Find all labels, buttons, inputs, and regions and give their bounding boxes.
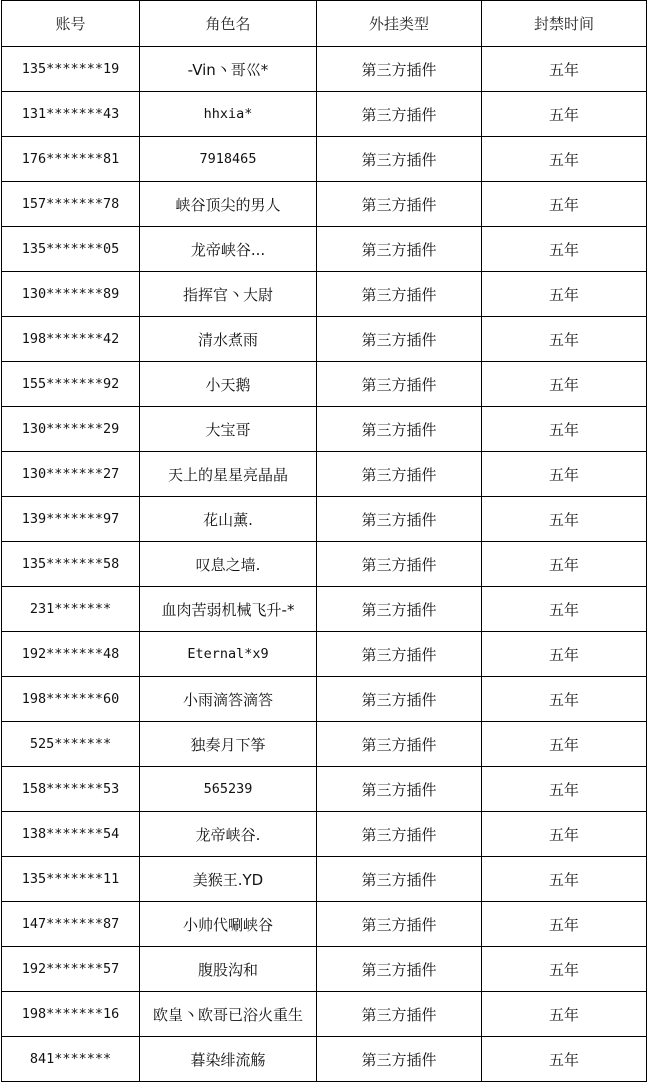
cheat-type-cell: 第三方插件 bbox=[317, 947, 482, 992]
role-name-cell: 暮染绯流觞 bbox=[140, 1037, 317, 1082]
ban-duration-cell: 五年 bbox=[482, 182, 647, 227]
account-cell: 176*******81 bbox=[2, 137, 140, 182]
table-row bbox=[2, 362, 647, 407]
table-row bbox=[2, 182, 647, 227]
cheat-type-cell: 第三方插件 bbox=[317, 317, 482, 362]
role-name-cell: 花山薰. bbox=[140, 497, 317, 542]
account-cell: 192*******57 bbox=[2, 947, 140, 992]
account-cell: 231******* bbox=[2, 587, 140, 632]
role-name-cell: -Vin丶哥巛* bbox=[140, 47, 317, 92]
ban-duration-cell: 五年 bbox=[482, 227, 647, 272]
cheat-type-cell: 第三方插件 bbox=[317, 497, 482, 542]
account-cell: 155*******92 bbox=[2, 362, 140, 407]
account-cell: 192*******48 bbox=[2, 632, 140, 677]
account-cell: 198*******42 bbox=[2, 317, 140, 362]
table-row bbox=[2, 317, 647, 362]
table-row bbox=[2, 902, 647, 947]
table-row bbox=[2, 137, 647, 182]
cheat-type-cell: 第三方插件 bbox=[317, 92, 482, 137]
account-cell: 130*******89 bbox=[2, 272, 140, 317]
ban-list-table bbox=[1, 0, 647, 1082]
account-cell: 139*******97 bbox=[2, 497, 140, 542]
role-name-cell: Eternal*x9 bbox=[140, 632, 317, 677]
header-cheat-type: 外挂类型 bbox=[317, 1, 482, 47]
ban-duration-cell: 五年 bbox=[482, 47, 647, 92]
cheat-type-cell: 第三方插件 bbox=[317, 857, 482, 902]
role-name-cell: 小天鹅 bbox=[140, 362, 317, 407]
table-body bbox=[2, 47, 647, 1082]
table-row bbox=[2, 227, 647, 272]
table-row bbox=[2, 767, 647, 812]
table-row bbox=[2, 542, 647, 587]
role-name-cell: 龙帝峡谷. bbox=[140, 812, 317, 857]
account-cell: 147*******87 bbox=[2, 902, 140, 947]
account-cell: 157*******78 bbox=[2, 182, 140, 227]
ban-duration-cell: 五年 bbox=[482, 452, 647, 497]
cheat-type-cell: 第三方插件 bbox=[317, 227, 482, 272]
role-name-cell: 腹股沟和 bbox=[140, 947, 317, 992]
table-row bbox=[2, 47, 647, 92]
role-name-cell: 7918465 bbox=[140, 137, 317, 182]
cheat-type-cell: 第三方插件 bbox=[317, 992, 482, 1037]
role-name-cell: 龙帝峡谷... bbox=[140, 227, 317, 272]
role-name-cell: 清水煮雨 bbox=[140, 317, 317, 362]
cheat-type-cell: 第三方插件 bbox=[317, 767, 482, 812]
table-row bbox=[2, 947, 647, 992]
ban-duration-cell: 五年 bbox=[482, 902, 647, 947]
cheat-type-cell: 第三方插件 bbox=[317, 722, 482, 767]
table-row bbox=[2, 812, 647, 857]
account-cell: 138*******54 bbox=[2, 812, 140, 857]
ban-duration-cell: 五年 bbox=[482, 92, 647, 137]
table-row bbox=[2, 272, 647, 317]
cheat-type-cell: 第三方插件 bbox=[317, 587, 482, 632]
ban-duration-cell: 五年 bbox=[482, 137, 647, 182]
cheat-type-cell: 第三方插件 bbox=[317, 677, 482, 722]
account-cell: 198*******60 bbox=[2, 677, 140, 722]
ban-duration-cell: 五年 bbox=[482, 947, 647, 992]
table-row bbox=[2, 497, 647, 542]
cheat-type-cell: 第三方插件 bbox=[317, 182, 482, 227]
cheat-type-cell: 第三方插件 bbox=[317, 812, 482, 857]
ban-duration-cell: 五年 bbox=[482, 362, 647, 407]
header-ban-duration: 封禁时间 bbox=[482, 1, 647, 47]
role-name-cell: 小雨滴答滴答 bbox=[140, 677, 317, 722]
account-cell: 525******* bbox=[2, 722, 140, 767]
ban-duration-cell: 五年 bbox=[482, 272, 647, 317]
ban-duration-cell: 五年 bbox=[482, 857, 647, 902]
role-name-cell: 天上的星星亮晶晶 bbox=[140, 452, 317, 497]
ban-duration-cell: 五年 bbox=[482, 767, 647, 812]
role-name-cell: 叹息之墙. bbox=[140, 542, 317, 587]
account-cell: 130*******29 bbox=[2, 407, 140, 452]
role-name-cell: 欧皇丶欧哥已浴火重生 bbox=[140, 992, 317, 1037]
header-row bbox=[2, 1, 647, 47]
account-cell: 130*******27 bbox=[2, 452, 140, 497]
ban-duration-cell: 五年 bbox=[482, 317, 647, 362]
ban-duration-cell: 五年 bbox=[482, 632, 647, 677]
account-cell: 198*******16 bbox=[2, 992, 140, 1037]
ban-duration-cell: 五年 bbox=[482, 1037, 647, 1082]
table-row bbox=[2, 92, 647, 137]
table-row bbox=[2, 632, 647, 677]
account-cell: 131*******43 bbox=[2, 92, 140, 137]
cheat-type-cell: 第三方插件 bbox=[317, 542, 482, 587]
account-cell: 135*******58 bbox=[2, 542, 140, 587]
role-name-cell: 美猴王.YD bbox=[140, 857, 317, 902]
role-name-cell: 血肉苦弱机械飞升-* bbox=[140, 587, 317, 632]
role-name-cell: 小帅代唰峡谷 bbox=[140, 902, 317, 947]
table-row bbox=[2, 587, 647, 632]
ban-duration-cell: 五年 bbox=[482, 992, 647, 1037]
role-name-cell: 指挥官丶大尉 bbox=[140, 272, 317, 317]
header-role-name: 角色名 bbox=[140, 1, 317, 47]
account-cell: 135*******19 bbox=[2, 47, 140, 92]
cheat-type-cell: 第三方插件 bbox=[317, 272, 482, 317]
ban-duration-cell: 五年 bbox=[482, 587, 647, 632]
table-header bbox=[2, 1, 647, 47]
account-cell: 841******* bbox=[2, 1037, 140, 1082]
table-row bbox=[2, 722, 647, 767]
table-row bbox=[2, 992, 647, 1037]
account-cell: 135*******05 bbox=[2, 227, 140, 272]
table-row bbox=[2, 677, 647, 722]
table-row bbox=[2, 407, 647, 452]
header-account: 账号 bbox=[2, 1, 140, 47]
ban-duration-cell: 五年 bbox=[482, 722, 647, 767]
table-row bbox=[2, 857, 647, 902]
table-row bbox=[2, 452, 647, 497]
table-row bbox=[2, 1037, 647, 1082]
cheat-type-cell: 第三方插件 bbox=[317, 1037, 482, 1082]
ban-duration-cell: 五年 bbox=[482, 677, 647, 722]
cheat-type-cell: 第三方插件 bbox=[317, 452, 482, 497]
account-cell: 158*******53 bbox=[2, 767, 140, 812]
role-name-cell: 峡谷顶尖的男人 bbox=[140, 182, 317, 227]
ban-duration-cell: 五年 bbox=[482, 407, 647, 452]
cheat-type-cell: 第三方插件 bbox=[317, 902, 482, 947]
cheat-type-cell: 第三方插件 bbox=[317, 362, 482, 407]
cheat-type-cell: 第三方插件 bbox=[317, 137, 482, 182]
cheat-type-cell: 第三方插件 bbox=[317, 407, 482, 452]
account-cell: 135*******11 bbox=[2, 857, 140, 902]
role-name-cell: 大宝哥 bbox=[140, 407, 317, 452]
ban-duration-cell: 五年 bbox=[482, 542, 647, 587]
cheat-type-cell: 第三方插件 bbox=[317, 632, 482, 677]
role-name-cell: hhxia* bbox=[140, 92, 317, 137]
role-name-cell: 独奏月下筝 bbox=[140, 722, 317, 767]
cheat-type-cell: 第三方插件 bbox=[317, 47, 482, 92]
ban-duration-cell: 五年 bbox=[482, 497, 647, 542]
ban-duration-cell: 五年 bbox=[482, 812, 647, 857]
role-name-cell: 565239 bbox=[140, 767, 317, 812]
